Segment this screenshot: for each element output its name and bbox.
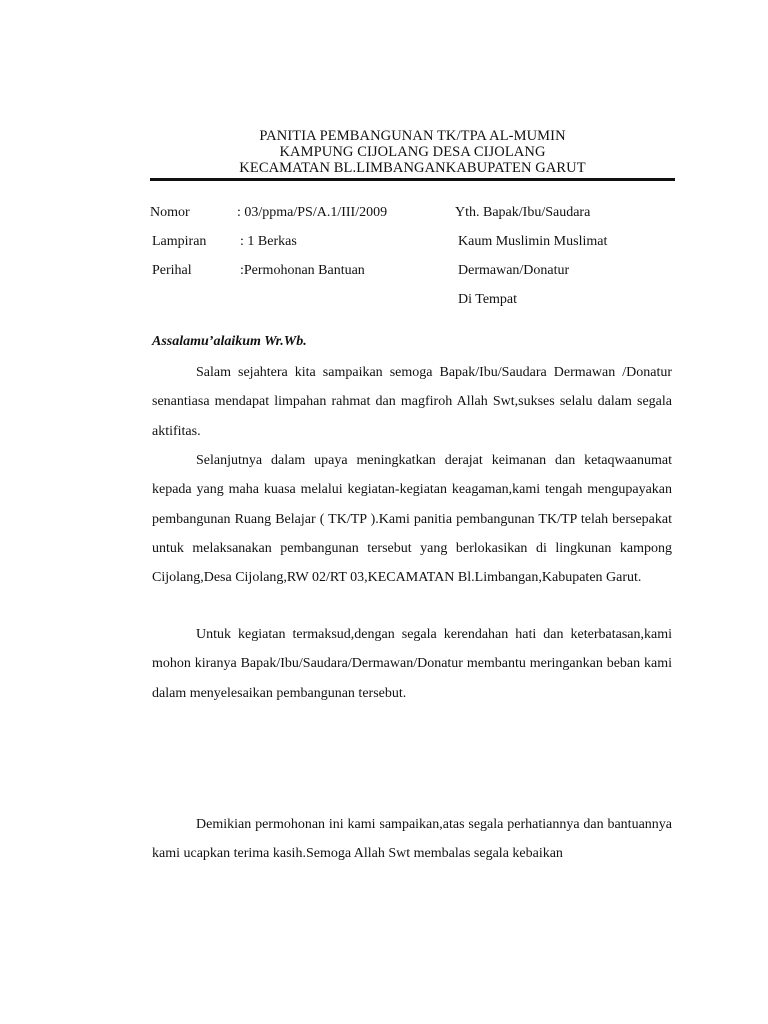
recipient-line-2: Kaum Muslimin Muslimat [458,234,608,249]
recipient-line-3: Dermawan/Donatur [458,263,570,278]
perihal-value: :Permohonan Bantuan [240,263,365,278]
lampiran-value: : 1 Berkas [240,234,297,249]
paragraph-1: Salam sejahtera kita sampaikan semoga Bapak/Ibu/Saudara Dermawan /Donatur senantiasa mendapat limpahan rahmat dan magfiroh Allah Swt,sukses selalu dalam segala aktifitas. [152,365,672,439]
paragraph-4: Demikian permohonan ini kami sampaikan,atas segala perhatiannya dan bantuannya kami ucapkan terima kasih.Semoga Allah Swt membalas segala kebaikan [152,817,672,862]
letterhead-line-3: KECAMATAN BL.LIMBANGANKABUPATEN GARUT [239,160,586,176]
paragraph-2: Selanjutnya dalam upaya meningkatkan derajat keimanan dan ketaqwaanumat kepada yang maha kuasa melalui kegiatan-kegiatan keagaman,kami tengah mengupayakan pembangunan Ruang Belajar ( TK/TP ).Kami panitia pembangunan TK/TP telah bersepakat untuk melaksanakan pembangunan tersebut yang berlokasikan di lingkunan kampong Cijolang,Desa Cijolang,RW 02/RT 03,KECAMATAN Bl.Limbangan,Kabupaten Garut. [152,453,672,586]
greeting: Assalamu’alaikum Wr.Wb. [152,334,307,349]
paragraph-3: Untuk kegiatan termaksud,dengan segala kerendahan hati dan keterbatasan,kami mohon kiranya Bapak/Ibu/Saudara/Dermawan/Donatur membantu meringankan beban kami dalam menyelesaikan pembangunan tersebut. [152,627,672,701]
lampiran-label: Lampiran [152,234,207,249]
nomor-label: Nomor [150,205,190,220]
recipient-line-1: Yth. Bapak/Ibu/Saudara [455,205,591,220]
letterhead-line-1: PANITIA PEMBANGUNAN TK/TPA AL-MUMIN [259,128,566,144]
letterhead-line-2: KAMPUNG CIJOLANG DESA CIJOLANG [279,144,546,160]
nomor-value: : 03/ppma/PS/A.1/III/2009 [237,205,388,220]
perihal-label: Perihal [152,263,192,278]
recipient-line-4: Di Tempat [458,292,518,307]
letterhead [150,128,675,176]
letterhead-divider [150,178,675,181]
